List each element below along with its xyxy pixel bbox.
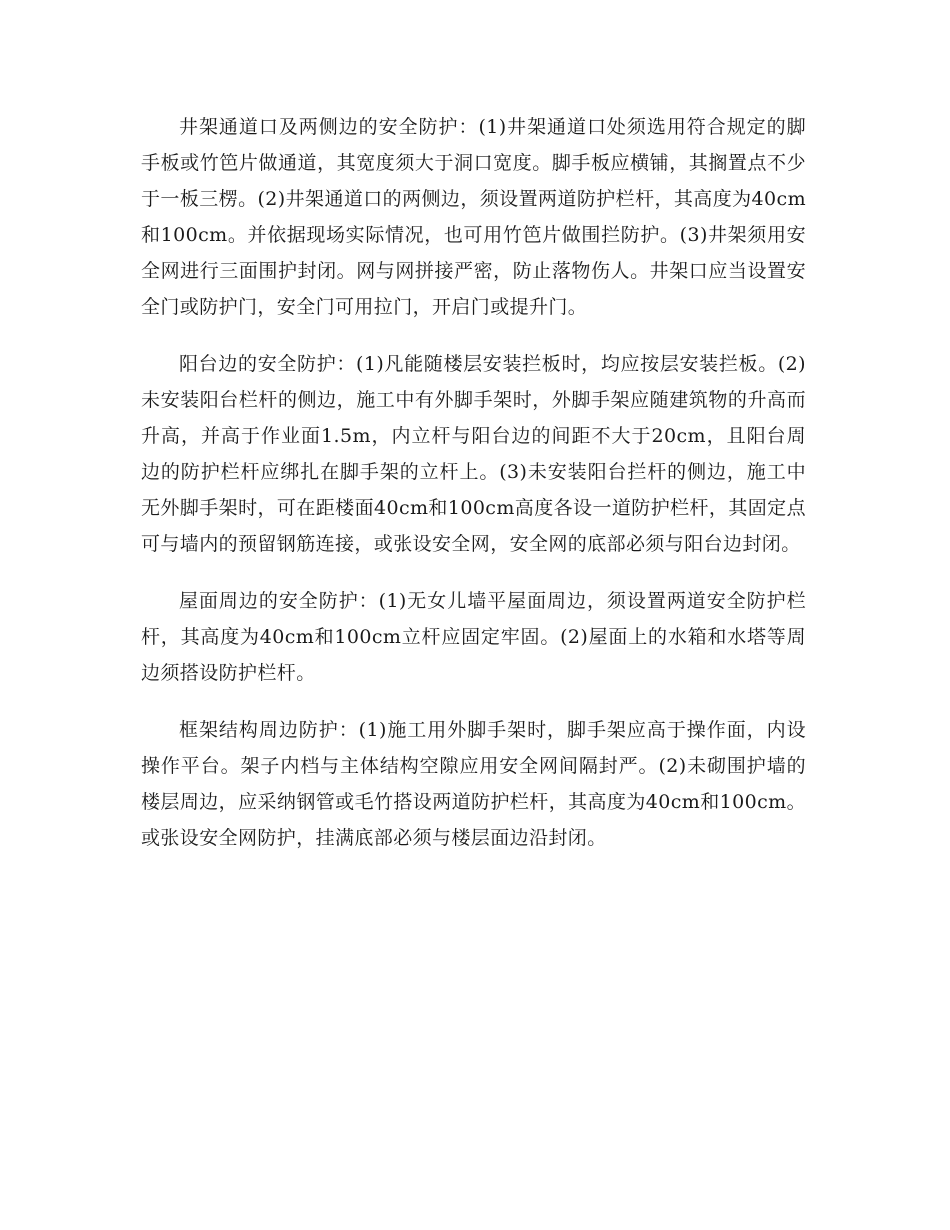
document-body (141, 109, 806, 856)
paragraph-well-frame-passage: 井架通道口及两侧边的安全防护：(1)井架通道口处须选用符合规定的脚手板或竹笆片做通道，其宽度须大于洞口宽度。脚手板应横铺，其搁置点不少于一板三楞。(2)井架通道口的两侧边，须设置两道防护栏杆，其高度为40cm和100cm。并依据现场实际情况，也可用竹笆片做围拦防护。(3)井架须用安全网进行三面围护封闭。网与网拼接严密，防止落物伤人。井架口应当设置安全门或防护门，安全门可用拉门，开启门或提升门。 (141, 116, 806, 318)
paragraph-roof-perimeter: 屋面周边的安全防护：(1)无女儿墙平屋面周边，须设置两道安全防护栏杆，其高度为40cm和100cm立杆应固定牢固。(2)屋面上的水箱和水塔等周边须搭设防护栏杆。 (141, 590, 806, 684)
paragraph-frame-structure: 框架结构周边防护：(1)施工用外脚手架时，脚手架应高于操作面，内设操作平台。架子内档与主体结构空隙应用安全网间隔封严。(2)未砌围护墙的楼层周边，应采纳钢管或毛竹搭设两道防护栏杆，其高度为40cm和100cm。或张设安全网防护，挂满底部必须与楼层面边沿封闭。 (141, 719, 806, 849)
paragraph-balcony-edge: 阳台边的安全防护：(1)凡能随楼层安装拦板时，均应按层安装拦板。(2)未安装阳台栏杆的侧边，施工中有外脚手架时，外脚手架应随建筑物的升高而升高，并高于作业面1.5m，内立杆与阳台边的间距不大于20cm，且阳台周边的防护栏杆应绑扎在脚手架的立杆上。(3)未安装阳台拦杆的侧边，施工中无外脚手架时，可在距楼面40cm和100cm高度各设一道防护栏杆，其固定点可与墙内的预留钢筋连接，或张设安全网，安全网的底部必须与阳台边封闭。 (141, 353, 806, 555)
